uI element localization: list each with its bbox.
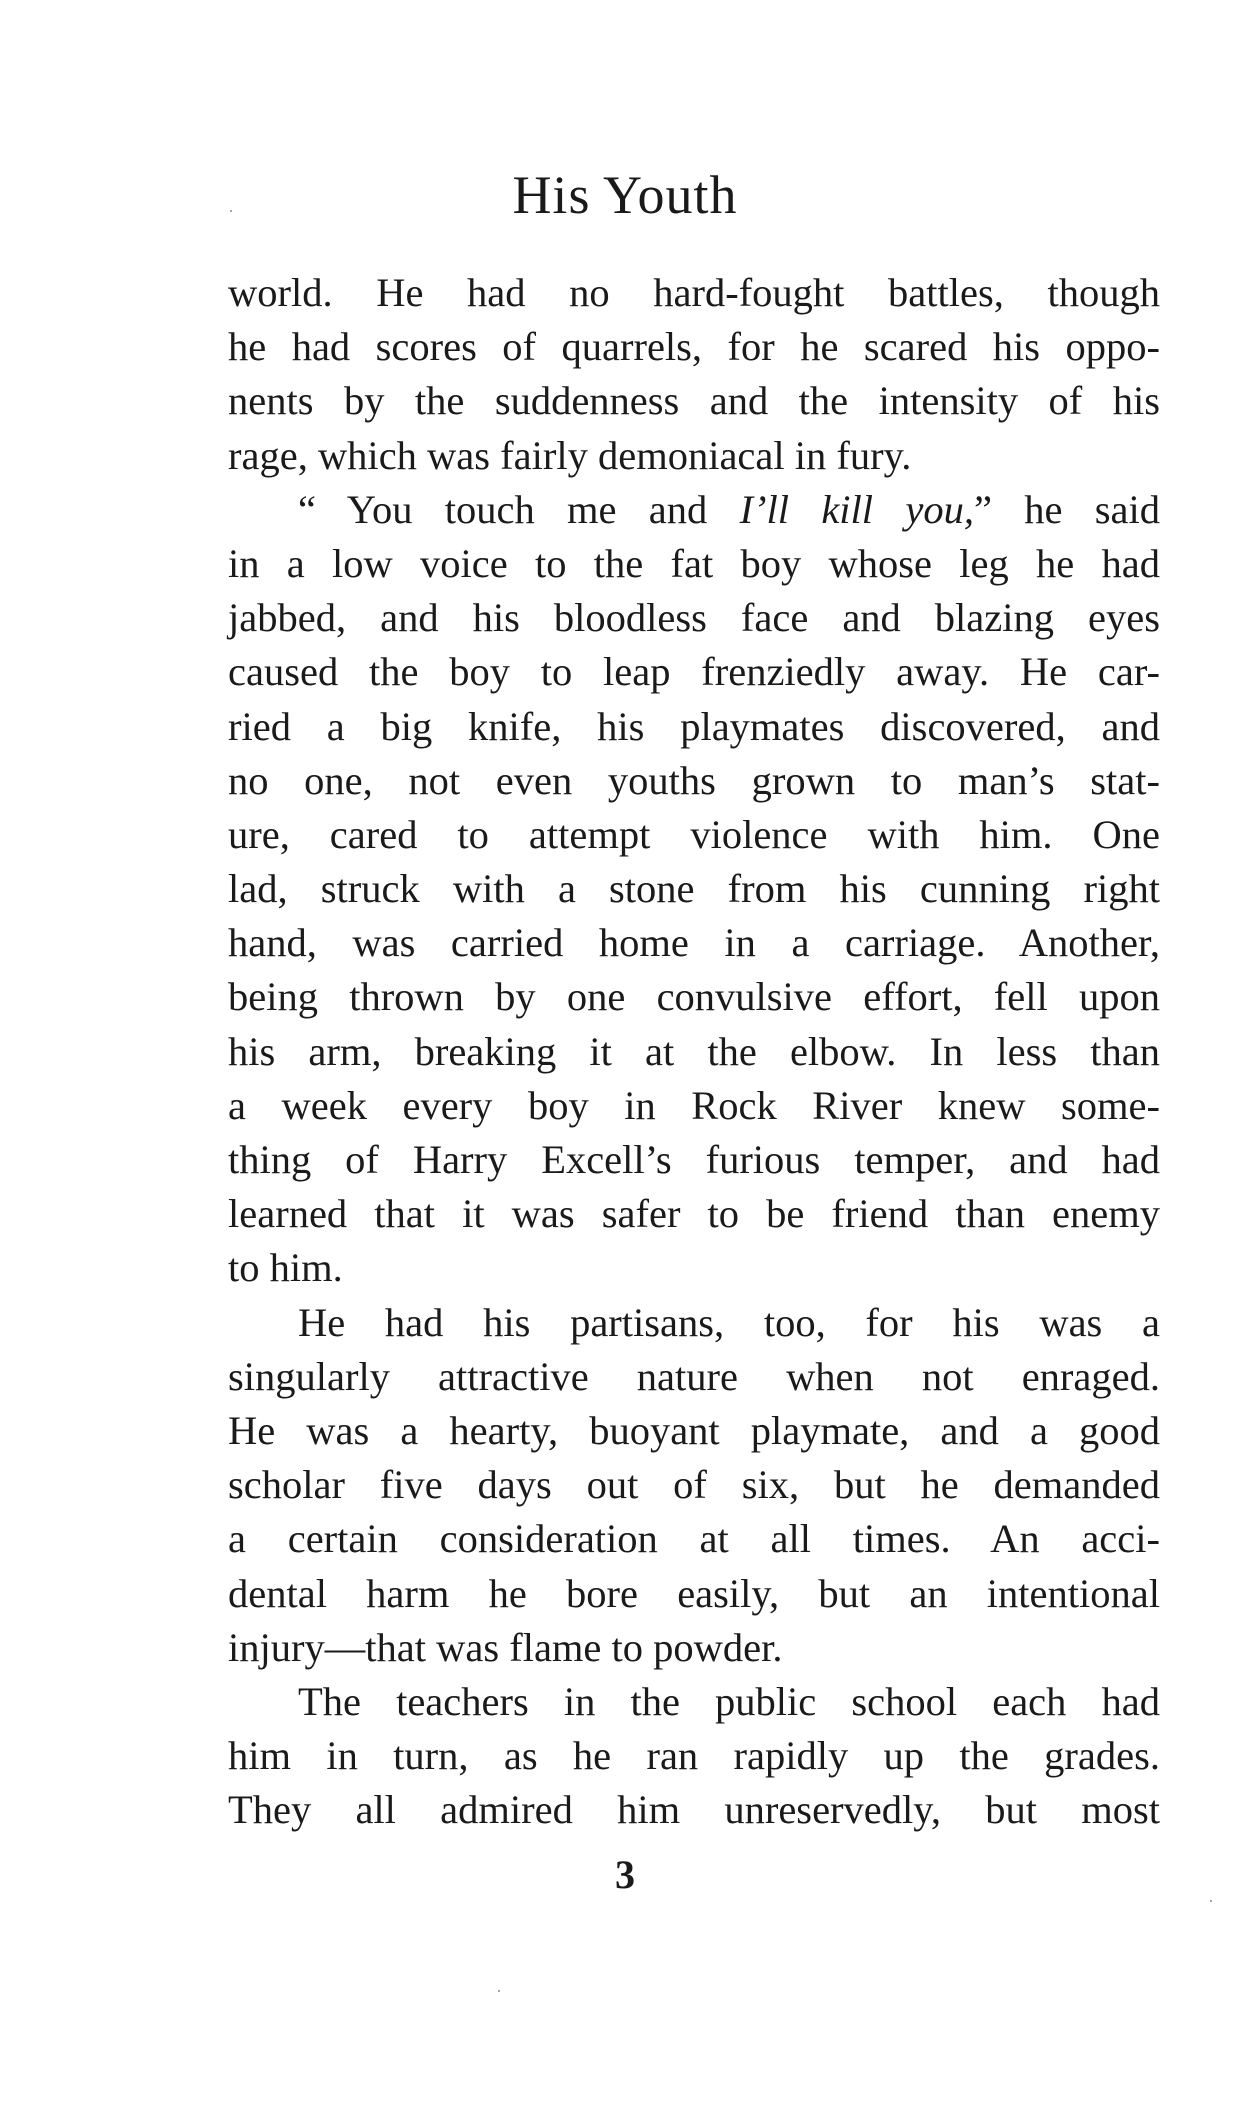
text-line: lad, struck with a stone from his cunning right [228,866,1160,912]
paper-speck [1210,1900,1212,1902]
paper-speck [230,210,232,212]
text-line: The teachers in the public school each had [298,1678,1160,1724]
text-line: ried a big knife, his playmates discovered, and [228,703,1160,749]
text-line: He had his partisans, too, for his was a [298,1299,1160,1345]
text-line: injury—that was flame to powder. [228,1624,783,1670]
text-line: world. He had no hard-fought battles, though [228,270,1160,315]
text-line: him in turn, as he ran rapidly up the grades. [228,1733,1160,1779]
text-line: rage, which was fairly demoniacal in fury. [228,432,912,478]
italic-phrase: I’ll kill you, [739,486,974,532]
text-line: hand, was carried home in a carriage. Another, [228,920,1160,966]
line-segment: “ You touch me and [298,486,740,532]
text-line: ure, cared to attempt violence with him. One [228,811,1160,857]
text-line: being thrown by one convulsive effort, fell upon [228,974,1160,1020]
page-number: 3 [615,1852,635,1897]
text-line: singularly attractive nature when not enraged. [228,1353,1160,1399]
text-line: dental harm he bore easily, but an intentional [228,1570,1160,1616]
line-segment: ” he said [973,486,1160,532]
text-line-with-italic [228,483,1160,537]
text-line: a week every boy in Rock River knew some- [228,1082,1160,1128]
body-text [228,266,1160,1837]
text-line: no one, not even youths grown to man’s stat- [228,757,1160,803]
text-line: learned that it was safer to be friend than enemy [228,1191,1160,1237]
text-line: thing of Harry Excell’s furious temper, and had [228,1137,1160,1182]
text-line: They all admired him unreservedly, but most [228,1787,1160,1833]
running-head: His Youth [512,165,738,225]
text-line: his arm, breaking it at the elbow. In less than [228,1028,1160,1074]
text-line: in a low voice to the fat boy whose leg he had [228,540,1160,586]
text-line: he had scores of quarrels, for he scared his oppo- [228,324,1160,370]
text-line: caused the boy to leap frenziedly away. He car- [228,649,1160,695]
text-line: jabbed, and his bloodless face and blazing eyes [228,595,1160,641]
paper-speck [498,1990,500,1992]
text-line: a certain consideration at all times. An acci- [228,1516,1160,1562]
text-line: to him. [228,1245,343,1291]
text-line: nents by the suddenness and the intensity of his [228,378,1160,424]
text-line: scholar five days out of six, but he demanded [228,1462,1160,1508]
text-line: He was a hearty, buoyant playmate, and a good [228,1407,1160,1453]
